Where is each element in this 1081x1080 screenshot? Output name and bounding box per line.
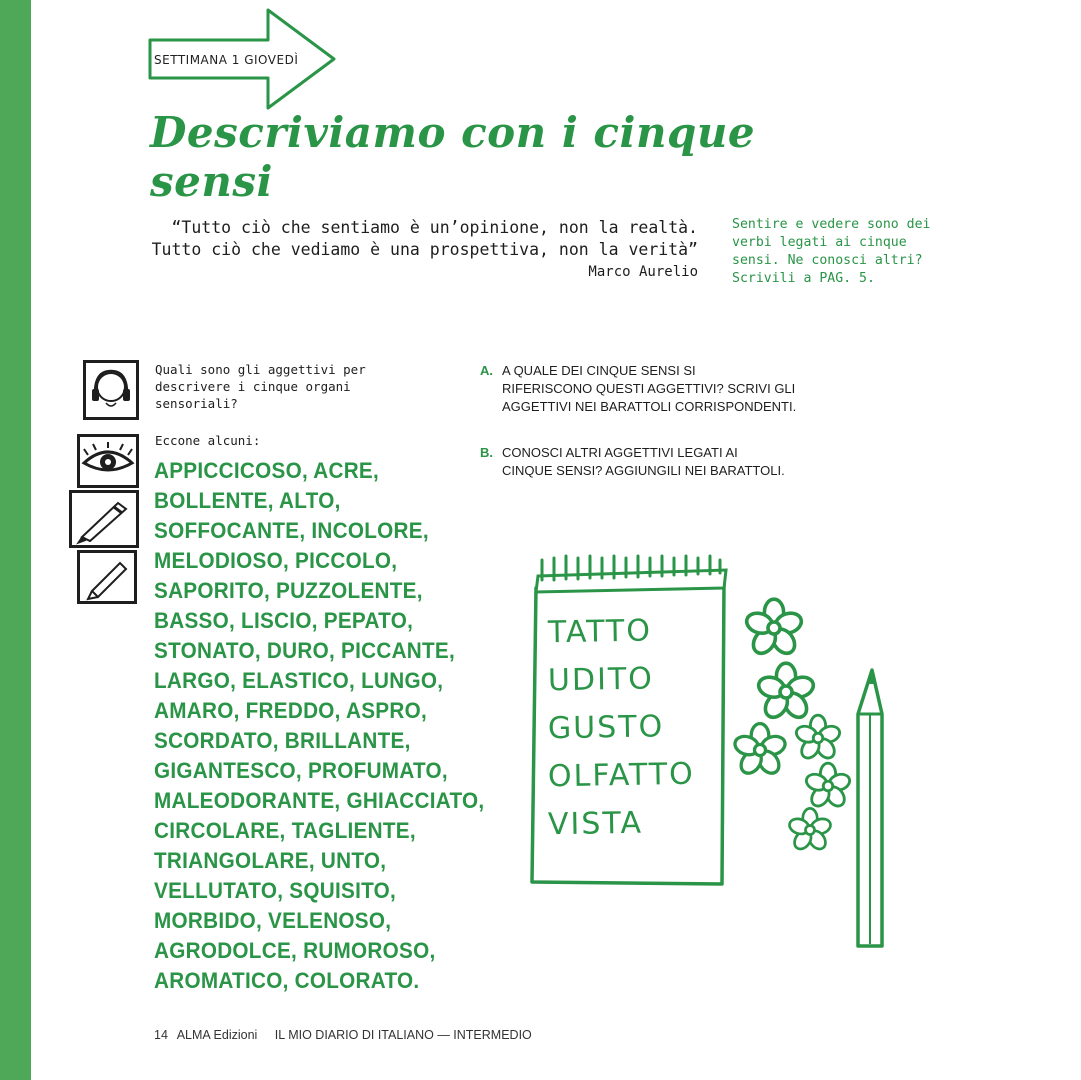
task-a-line-3: AGGETTIVI NEI BARATTOLI CORRISPONDENTI.	[502, 399, 797, 414]
adjective-line: AMARO, FREDDO, ASPRO,	[154, 698, 427, 723]
side-note-line-1: Sentire e vedere sono dei	[732, 217, 931, 232]
task-a-line-2: RIFERISCONO QUESTI AGGETTIVI? SCRIVI GLI	[502, 381, 796, 396]
flower-icon	[794, 715, 841, 761]
task-a-letter: A.	[480, 363, 493, 378]
eye-icon	[77, 434, 139, 488]
task-a-line-1: A QUALE DEI CINQUE SENSI SI	[502, 363, 696, 378]
adjective-line: SOFFOCANTE, INCOLORE,	[154, 518, 429, 543]
side-note-line-4: Scrivili a PAG. 5.	[732, 271, 875, 286]
adjective-line: LARGO, ELASTICO, LUNGO,	[154, 668, 444, 693]
flower-icon	[788, 808, 833, 852]
publisher: ALMA Edizioni	[176, 1028, 258, 1042]
adjective-line: SAPORITO, PUZZOLENTE,	[154, 578, 423, 603]
adjective-line: AROMATICO, COLORATO.	[154, 968, 420, 993]
adjective-line: CIRCOLARE, TAGLIENTE,	[154, 818, 416, 843]
fountain-pen-icon	[69, 490, 139, 548]
side-note-line-2: verbi legati ai cinque	[732, 235, 907, 250]
intro-question-line-1: Quali sono gli aggettivi per	[155, 362, 366, 377]
page-number: 14	[154, 1028, 168, 1042]
flower-icon	[744, 599, 804, 657]
sense-sight: VISTA	[547, 805, 644, 843]
adjective-line: APPICCICOSO, ACRE,	[154, 458, 380, 483]
pencil-drawing	[848, 664, 893, 954]
page-footer	[154, 1028, 538, 1042]
flowers-drawing	[728, 590, 858, 870]
sense-smell: OLFATTO	[547, 756, 696, 795]
intro-question-line-2: descrivere i cinque organi	[155, 379, 351, 394]
page-title: Descriviamo con i cinque sensi	[150, 108, 756, 206]
adjective-line: VELLUTATO, SQUISITO,	[154, 878, 397, 903]
intro-here-are: Eccone alcuni:	[155, 433, 261, 448]
quote-line-1: “Tutto ciò che sentiamo è un’opinione, non la realtà.	[171, 218, 698, 237]
senses-list	[548, 608, 695, 848]
adjective-list	[154, 456, 484, 996]
pencil-icon	[77, 550, 137, 604]
quote-line-2: Tutto ciò che vediamo è una prospettiva, non la verità”	[151, 240, 698, 259]
adjective-line: TRIANGOLARE, UNTO,	[154, 848, 387, 873]
book-title: IL MIO DIARIO DI ITALIANO — INTERMEDIO	[274, 1028, 532, 1042]
sense-touch: TATTO	[547, 613, 653, 651]
intro-question	[155, 361, 445, 412]
task-b-line-2: CINQUE SENSI? AGGIUNGILI NEI BARATTOLI.	[502, 463, 785, 478]
quote-block	[40, 217, 698, 283]
quote-author: Marco Aurelio	[588, 264, 698, 280]
intro-question-line-3: sensoriali?	[155, 396, 238, 411]
adjective-line: BASSO, LISCIO, PEPATO,	[154, 608, 414, 633]
side-note	[732, 216, 992, 288]
adjective-line: MORBIDO, VELENOSO,	[154, 908, 392, 933]
sense-taste: GUSTO	[547, 709, 665, 747]
task-a	[480, 362, 800, 416]
flower-icon	[804, 763, 851, 809]
adjective-line: MELODIOSO, PICCOLO,	[154, 548, 398, 573]
side-note-line-3: sensi. Ne conosci altri?	[732, 253, 923, 268]
adjective-line: AGRODOLCE, RUMOROSO,	[154, 938, 436, 963]
page-edge-bar	[0, 0, 31, 1080]
flower-icon	[756, 663, 816, 721]
task-b-line-1: CONOSCI ALTRI AGGETTIVI LEGATI AI	[502, 445, 738, 460]
adjective-line: GIGANTESCO, PROFUMATO,	[154, 758, 448, 783]
week-label: SETTIMANA 1	[154, 53, 240, 67]
adjective-line: BOLLENTE, ALTO,	[154, 488, 341, 513]
headphones-icon	[83, 360, 139, 420]
week-day-label	[154, 53, 298, 67]
task-b	[480, 444, 800, 480]
adjective-line: STONATO, DURO, PICCANTE,	[154, 638, 456, 663]
flower-icon	[733, 724, 788, 777]
sense-hearing: UDITO	[547, 661, 655, 699]
day-label: GIOVEDÌ	[244, 53, 299, 67]
adjective-line: SCORDATO, BRILLANTE,	[154, 728, 411, 753]
adjective-line: MALEODORANTE, GHIACCIATO,	[154, 788, 485, 813]
task-b-letter: B.	[480, 445, 493, 460]
